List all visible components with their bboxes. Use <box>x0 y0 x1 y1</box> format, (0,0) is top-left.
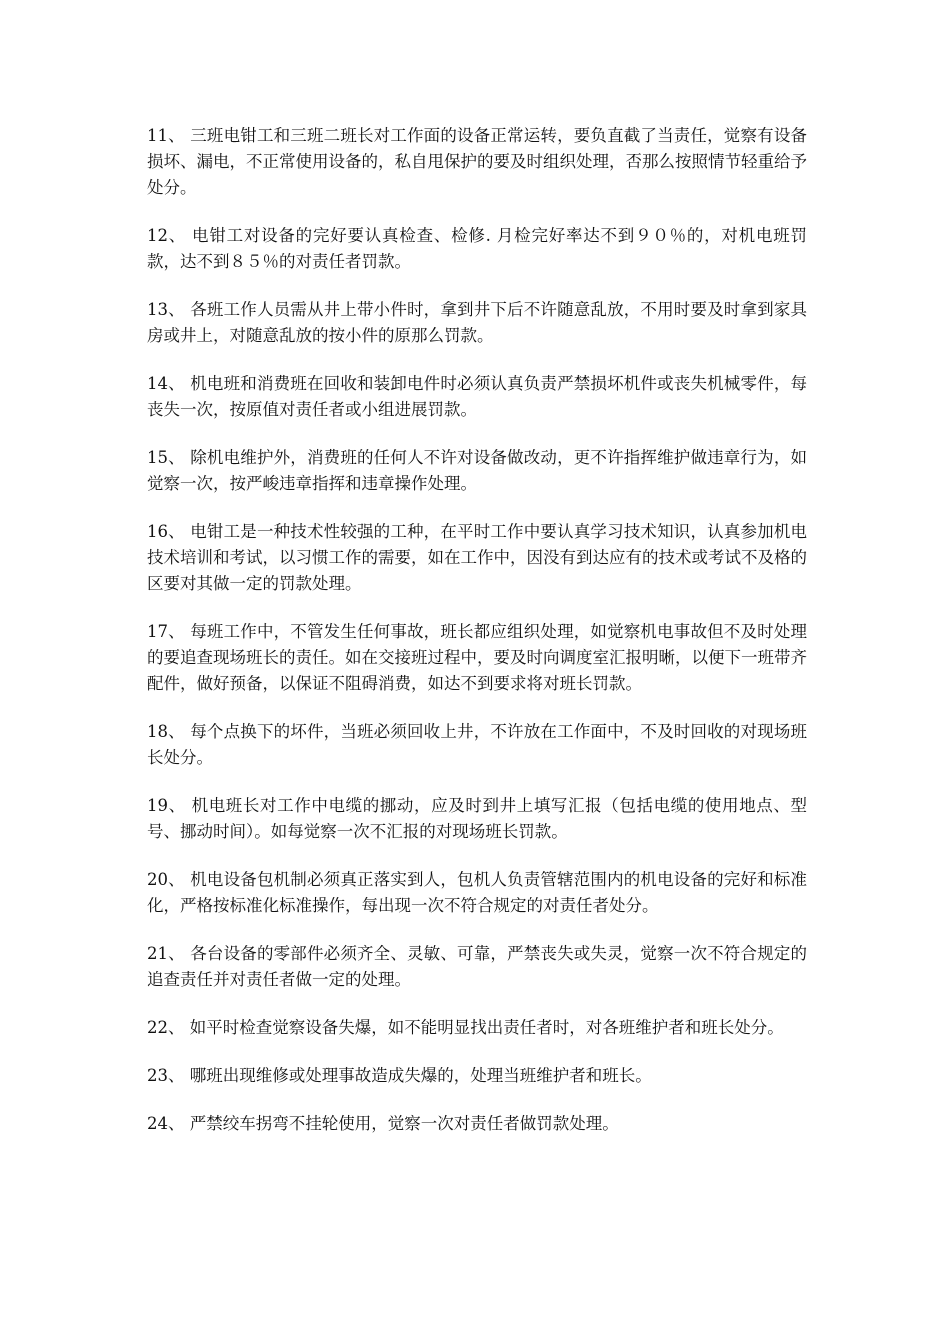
rule-paragraph-13: 13、 各班工作人员需从井上带小件时，拿到井下后不许随意乱放，不用时要及时拿到家具房或井上，对随意乱放的按小件的原那么罚款。 <box>147 300 807 345</box>
rule-paragraph-14: 14、 机电班和消费班在回收和装卸电件时必须认真负责严禁损坏机件或丧失机械零件，每丧失一次，按原值对责任者或小组进展罚款。 <box>147 374 807 419</box>
rule-paragraph-15: 15、 除机电维护外，消费班的任何人不许对设备做改动，更不许指挥维护做违章行为，如觉察一次，按严峻违章指挥和违章操作处理。 <box>147 448 807 493</box>
rule-paragraph-21: 21、 各台设备的零部件必须齐全、灵敏、可靠，严禁丧失或失灵，觉察一次不符合规定的追查责任并对责任者做一定的处理。 <box>147 944 807 989</box>
rule-paragraph-17: 17、 每班工作中，不管发生任何事故，班长都应组织处理，如觉察机电事故但不及时处理的要追查现场班长的责任。如在交接班过程中，要及时向调度室汇报明晰，以便下一班带齐配件，做好预备，以保证不阻碍消费，如达不到要求将对班长罚款。 <box>147 622 807 693</box>
rule-paragraph-11: 11、 三班电钳工和三班二班长对工作面的设备正常运转，要负直截了当责任，觉察有设备损坏、漏电，不正常使用设备的，私自甩保护的要及时组织处理，否那么按照情节轻重给予处分。 <box>147 126 807 197</box>
rule-paragraph-19: 19、 机电班长对工作中电缆的挪动，应及时到井上填写汇报（包括电缆的使用地点、型号、挪动时间）。如每觉察一次不汇报的对现场班长罚款。 <box>147 796 807 841</box>
rule-paragraph-18: 18、 每个点换下的坏件，当班必须回收上井，不许放在工作面中，不及时回收的对现场班长处分。 <box>147 722 807 767</box>
rule-paragraph-12: 12、 电钳工对设备的完好要认真检查、检修. 月检完好率达不到９０％的，对机电班罚款，达不到８５％的对责任者罚款。 <box>147 226 807 271</box>
rule-paragraph-24: 24、 严禁绞车拐弯不挂轮使用，觉察一次对责任者做罚款处理。 <box>147 1114 619 1133</box>
rule-paragraph-16: 16、 电钳工是一种技术性较强的工种，在平时工作中要认真学习技术知识，认真参加机电技术培训和考试，以习惯工作的需要，如在工作中，因没有到达应有的技术或考试不及格的区要对其做一定的罚款处理。 <box>147 522 807 593</box>
rule-paragraph-22: 22、 如平时检查觉察设备失爆，如不能明显找出责任者时，对各班维护者和班长处分。 <box>147 1018 784 1037</box>
rule-paragraph-20: 20、 机电设备包机制必须真正落实到人，包机人负责管辖范围内的机电设备的完好和标准化，严格按标准化标准操作，每出现一次不符合规定的对责任者处分。 <box>147 870 807 915</box>
rule-paragraph-23: 23、 哪班出现维修或处理事故造成失爆的，处理当班维护者和班长。 <box>147 1066 652 1085</box>
document-body <box>147 123 807 1159</box>
